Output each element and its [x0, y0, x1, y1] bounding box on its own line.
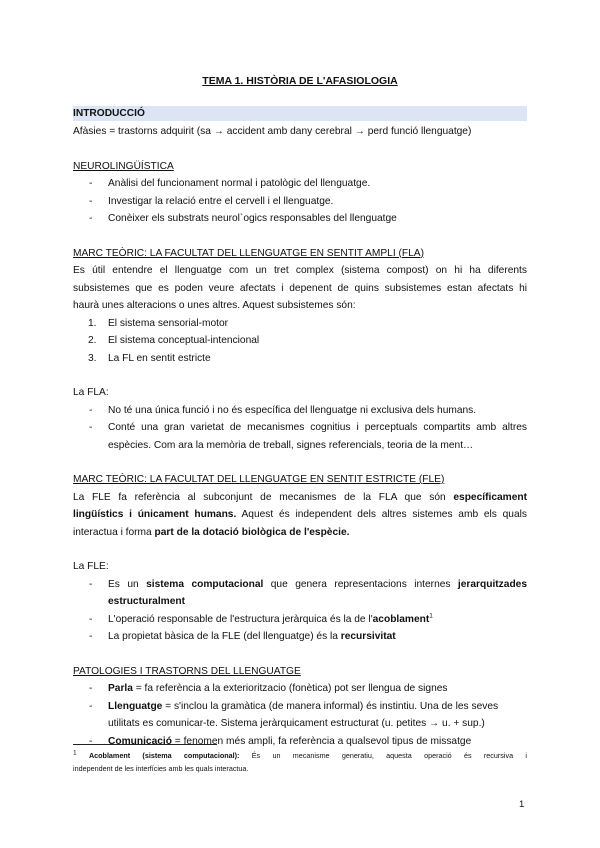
- dash-bullet: -: [89, 213, 93, 224]
- list-item: - Comunicació = fenomen més ampli, fa referència a qualsevol tipus de missatge: [73, 733, 527, 751]
- dash-bullet: -: [89, 735, 93, 747]
- list-item: - Conèixer els substrats neurol`ogics responsables del llenguatge: [73, 210, 527, 228]
- dash-bullet: -: [89, 613, 93, 625]
- item-number: 3.: [88, 352, 97, 364]
- intro-line: Afàsies = trastorns adquirit (sa → accident amb dany cerebral → perd funció llenguatge): [73, 126, 472, 137]
- list-item-continuation: espècies. Com ara la memòria de treball, signes referencials, teoria de la ment…: [108, 439, 474, 451]
- dash-bullet: -: [89, 195, 93, 207]
- list-item: - Llenguatge = s'inclou la gramàtica (de manera informal) és instintiu. Una de les seves: [73, 698, 527, 716]
- list-item-continuation: estructuralment: [108, 596, 185, 607]
- dash-bullet: -: [89, 404, 93, 416]
- list-item: - Investigar la relació entre el cervell i el llenguatge.: [73, 193, 527, 211]
- document-body: [73, 106, 527, 750]
- paragraph-line: interactua i forma part de la dotació biològica de l'espècie.: [73, 526, 350, 538]
- numbered-item: 3. La FL en sentit estricte: [73, 350, 527, 368]
- dash-bullet: -: [89, 683, 93, 694]
- list-item-continuation: utilitats es comunicar-te. Sistema jeràrquicament estructurat (u. petites → u. + sup.): [108, 718, 485, 729]
- paragraph-line: haurà unes alteracions o unes altres. Aquest subsistemes són:: [73, 300, 356, 311]
- page-number: 1: [519, 799, 525, 810]
- paragraph-line: lingüístics i únicament humans. Aquest és independent dels altres sistemes amb els quals: [73, 509, 527, 520]
- section-heading-intro: INTRODUCCIÓ: [73, 106, 527, 121]
- dash-bullet: -: [89, 631, 93, 642]
- dash-bullet: -: [89, 578, 93, 590]
- fle-label: La FLE:: [73, 561, 109, 572]
- section-heading-fle: MARC TEÒRIC: LA FACULTAT DEL LLENGUATGE EN SENTIT ESTRICTE (FLE): [73, 474, 445, 485]
- fla-label: La FLA:: [73, 387, 109, 398]
- footnote: $^1$ Acoblament (sistema computacional): És un mecanisme generatiu, aquesta operació és recursiva i independent de les interfícies amb les quals interactua.: [73, 749, 527, 773]
- section-heading-neurolinguistica: NEUROLINGÜÍSTICA: [73, 160, 174, 172]
- dash-bullet: -: [89, 700, 93, 712]
- footnote-ref: 1: [429, 612, 433, 620]
- list-item: - Anàlisi del funcionament normal i patològic del llenguatge.: [73, 175, 527, 193]
- section-heading-patologies: PATOLOGIES I TRASTORNS DEL LLENGUATGE: [73, 665, 301, 677]
- list-item: - Conté una gran varietat de mecanismes cognitius i perceptuals compartits amb altres: [73, 419, 527, 437]
- list-item: - No té una única funció i no és específica del llenguatge ni exclusiva dels humans.: [73, 402, 527, 420]
- list-item: - L'operació responsable de l'estructura jeràrquica és la de l'acoblament$^1$: [73, 611, 527, 629]
- page-title: TEMA 1. HISTÒRIA DE L'AFASIOLOGIA: [202, 75, 398, 87]
- item-number: 2.: [88, 335, 97, 346]
- list-item: - La propietat bàsica de la FLE (del llenguatge) és la recursivitat: [73, 628, 527, 646]
- footnote-divider: [73, 744, 217, 745]
- numbered-item: 1. El sistema sensorial-motor: [73, 315, 527, 333]
- item-number: 1.: [88, 317, 97, 329]
- paragraph-line: La FLE fa referència al subconjunt de mecanismes de la FLA que són específicament: [73, 491, 527, 503]
- footnote-mark: 1: [73, 749, 77, 757]
- dash-bullet: -: [89, 422, 93, 433]
- dash-bullet: -: [89, 178, 93, 189]
- section-heading-fla: MARC TEÒRIC: LA FACULTAT DEL LLENGUATGE EN SENTIT AMPLI (FLA): [73, 247, 424, 259]
- list-item: - Parla = fa referència a la exterioritzacio (fonètica) pot ser llengua de signes: [73, 680, 527, 698]
- numbered-item: 2. El sistema conceptual-intencional: [73, 332, 527, 350]
- paragraph-line: Es útil entendre el llenguatge com un tret complex (sistema compost) on hi ha diferents: [73, 265, 527, 276]
- list-item: - Es un sistema computacional que genera representacions internes jerarquitzades: [73, 576, 527, 594]
- paragraph-line: subsistemes que es poden veure afectats i depenent de quins subsistemes estan afectats hi: [73, 282, 527, 294]
